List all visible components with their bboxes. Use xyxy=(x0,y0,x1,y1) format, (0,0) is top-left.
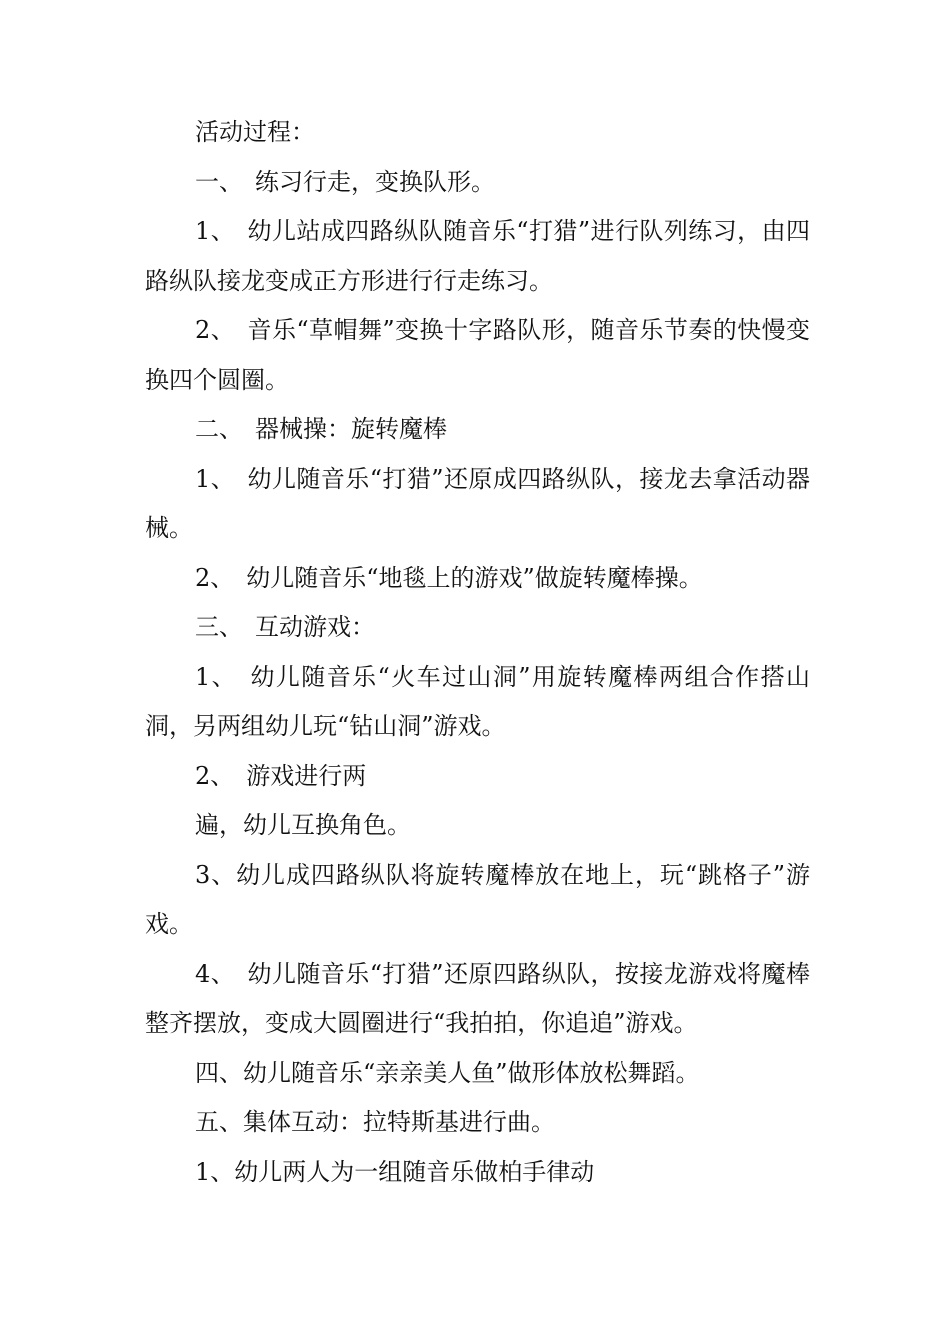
section-heading-3: 三、 互动游戏： xyxy=(195,613,375,641)
section-heading-2: 二、 器械操：旋转魔棒 xyxy=(195,415,447,443)
paragraph: 1、 幼儿随音乐“火车过山洞”用旋转魔棒两组合作搭山洞，另两组幼儿玩“钻山洞”游戏。 xyxy=(145,662,810,740)
paragraph: 4、 幼儿随音乐“打猎”还原四路纵队，按接龙游戏将魔棒整齐摆放，变成大圆圈进行“我拍拍，你追追”游戏。 xyxy=(145,959,810,1037)
paragraph: 1、 幼儿随音乐“打猎”还原成四路纵队，接龙去拿活动器械。 xyxy=(145,464,810,542)
paragraph: 遍，幼儿互换角色。 xyxy=(195,811,411,839)
paragraph: 1、幼儿两人为一组随音乐做柏手律动 xyxy=(195,1157,595,1186)
section-heading-1: 一、 练习行走，变换队形。 xyxy=(195,167,495,196)
paragraph: 2、 幼儿随音乐“地毯上的游戏”做旋转魔棒操。 xyxy=(195,563,703,592)
section-heading-5: 五、集体互动：拉特斯基进行曲。 xyxy=(195,1108,555,1136)
paragraph: 2、 音乐“草帽舞”变换十字路队形，随音乐节奏的快慢变换四个圆圈。 xyxy=(145,316,810,394)
section-heading-activity-process: 活动过程： xyxy=(195,118,315,146)
paragraph: 1、 幼儿站成四路纵队随音乐“打猎”进行队列练习，由四路纵队接龙变成正方形进行行走练习。 xyxy=(145,217,810,295)
section-heading-4: 四、幼儿随音乐“亲亲美人鱼”做形体放松舞蹈。 xyxy=(195,1058,700,1087)
paragraph: 2、 游戏进行两 xyxy=(195,761,367,790)
paragraph: 3、幼儿成四路纵队将旋转魔棒放在地上，玩“跳格子”游戏。 xyxy=(145,860,810,938)
document-body xyxy=(145,108,810,1197)
